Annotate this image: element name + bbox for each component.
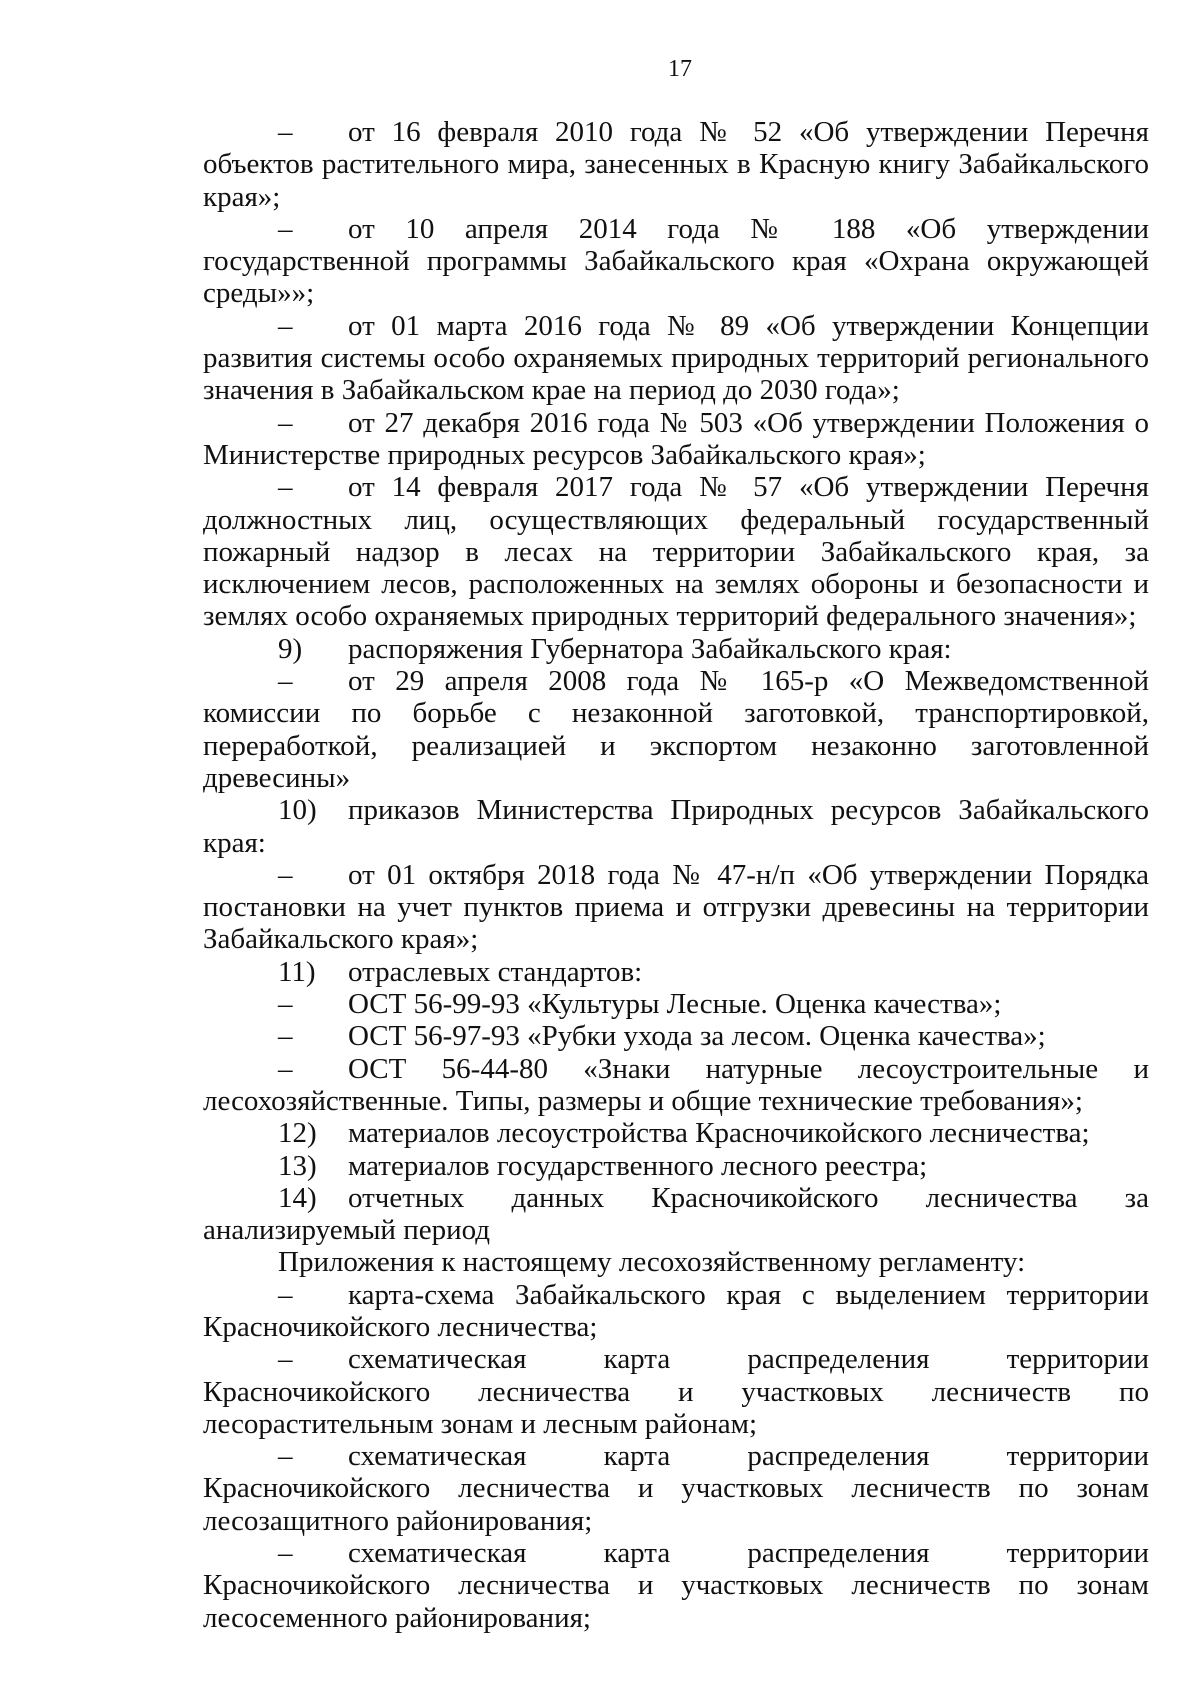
- list-item-text: материалов лесоустройства Красночикойского лесничества;: [348, 1117, 1090, 1150]
- list-item: [203, 213, 1149, 310]
- appendix-intro-text: Приложения к настоящему лесохозяйственному регламенту:: [278, 1246, 1026, 1279]
- list-item-text: отчетных данных Красночикойского лесничества за анализируемый период: [203, 1181, 1149, 1247]
- list-item-text: от 01 октября 2018 года № 47-н/п «Об утверждении Порядка постановки на учет пунктов приема и отгрузки древесины на территории Забайкальского края»;: [203, 858, 1149, 956]
- list-item-text: от 27 декабря 2016 года № 503 «Об утверждении Положения о Министерстве природных ресурсов Забайкальского края»;: [203, 406, 1149, 471]
- list-marker: 9): [278, 632, 303, 665]
- document-body: [203, 116, 1149, 1634]
- list-marker: –: [278, 1343, 293, 1376]
- list-item: [203, 1343, 1149, 1440]
- list-marker: 13): [278, 1149, 317, 1182]
- list-item: [203, 1020, 1149, 1052]
- list-item: [203, 116, 1149, 213]
- list-item: [203, 1117, 1149, 1149]
- list-marker: –: [278, 1278, 293, 1311]
- list-marker: 12): [278, 1117, 317, 1150]
- list-item: [203, 310, 1149, 407]
- list-item: [203, 1182, 1149, 1247]
- appendix-intro: [203, 1246, 1149, 1278]
- list-marker: –: [278, 406, 293, 439]
- list-marker: –: [278, 1020, 293, 1053]
- list-item-text: материалов государственного лесного реестра;: [348, 1149, 928, 1182]
- list-marker: –: [278, 988, 293, 1021]
- list-item: [203, 1279, 1149, 1344]
- list-marker: –: [278, 471, 293, 504]
- list-item: [203, 1537, 1149, 1634]
- list-item: [203, 407, 1149, 472]
- list-item-text: от 16 февраля 2010 года № 52 «Об утверждении Перечня объектов растительного мира, занесенных в Красную книгу Забайкальского края»;: [203, 116, 1149, 213]
- page-number: 17: [668, 56, 692, 82]
- list-marker: –: [278, 1440, 293, 1473]
- list-marker: –: [278, 309, 293, 342]
- list-marker: –: [278, 858, 293, 891]
- list-marker: –: [278, 665, 293, 698]
- list-item-text: карта-схема Забайкальского края с выделением территории Красночикойского лесничества;: [203, 1278, 1149, 1343]
- list-item-text: приказов Министерства Природных ресурсов Забайкальского края:: [203, 794, 1149, 859]
- list-item-text: схематическая карта распределения территории Красночикойского лесничества и участковых лесничеств по зонам лесосеменного районирования;: [203, 1537, 1149, 1634]
- list-marker: 10): [278, 794, 317, 827]
- list-marker: 11): [278, 955, 316, 988]
- list-item: [203, 1440, 1149, 1537]
- list-item-text: от 14 февраля 2017 года № 57 «Об утверждении Перечня должностных лиц, осуществляющих федеральный государственный пожарный надзор в лесах на территории Забайкальского края, за исключением лесов, расположенных на землях обороны и безопасности и землях особо охраняемых природных территорий федерального значения»;: [203, 471, 1149, 633]
- list-item-text: распоряжения Губернатора Забайкальского края:: [348, 632, 952, 665]
- list-marker: –: [278, 1537, 293, 1570]
- list-item: [203, 794, 1149, 859]
- list-item: [203, 956, 1149, 988]
- list-marker: –: [278, 116, 293, 148]
- list-item: [203, 665, 1149, 794]
- list-item-text: отраслевых стандартов:: [348, 955, 643, 988]
- list-item-text: от 01 марта 2016 года № 89 «Об утверждении Концепции развития системы особо охраняемых природных территорий регионального значения в Забайкальском крае на период до 2030 года»;: [203, 309, 1149, 407]
- list-item-text: схематическая карта распределения территории Красночикойского лесничества и участковых лесничеств по зонам лесозащитного районирования;: [203, 1440, 1149, 1537]
- list-item-text: схематическая карта распределения территории Красночикойского лесничества и участковых лесничеств по лесорастительным зонам и лесным районам;: [203, 1343, 1149, 1440]
- list-marker: –: [278, 1052, 293, 1085]
- list-item-text: от 10 апреля 2014 года № 188 «Об утверждении государственной программы Забайкальского края «Охрана окружающей среды»»;: [203, 212, 1149, 310]
- list-item-text: ОСТ 56-99-93 «Культуры Лесные. Оценка качества»;: [348, 988, 1002, 1021]
- list-item: [203, 471, 1149, 632]
- list-item: [203, 1053, 1149, 1118]
- list-item: [203, 1150, 1149, 1182]
- list-item: [203, 633, 1149, 665]
- list-item-text: ОСТ 56-97-93 «Рубки ухода за лесом. Оценка качества»;: [348, 1020, 1046, 1053]
- list-item: [203, 988, 1149, 1020]
- list-item-text: от 29 апреля 2008 года № 165-р «О Межведомственной комиссии по борьбе с незаконной заготовкой, транспортировкой, переработкой, реализацией и экспортом незаконно заготовленной древесины»: [203, 665, 1149, 794]
- list-item: [203, 859, 1149, 956]
- list-item-text: ОСТ 56-44-80 «Знаки натурные лесоустроительные и лесохозяйственные. Типы, размеры и общие технические требования»;: [203, 1052, 1149, 1117]
- list-marker: 14): [278, 1181, 317, 1214]
- list-marker: –: [278, 212, 293, 245]
